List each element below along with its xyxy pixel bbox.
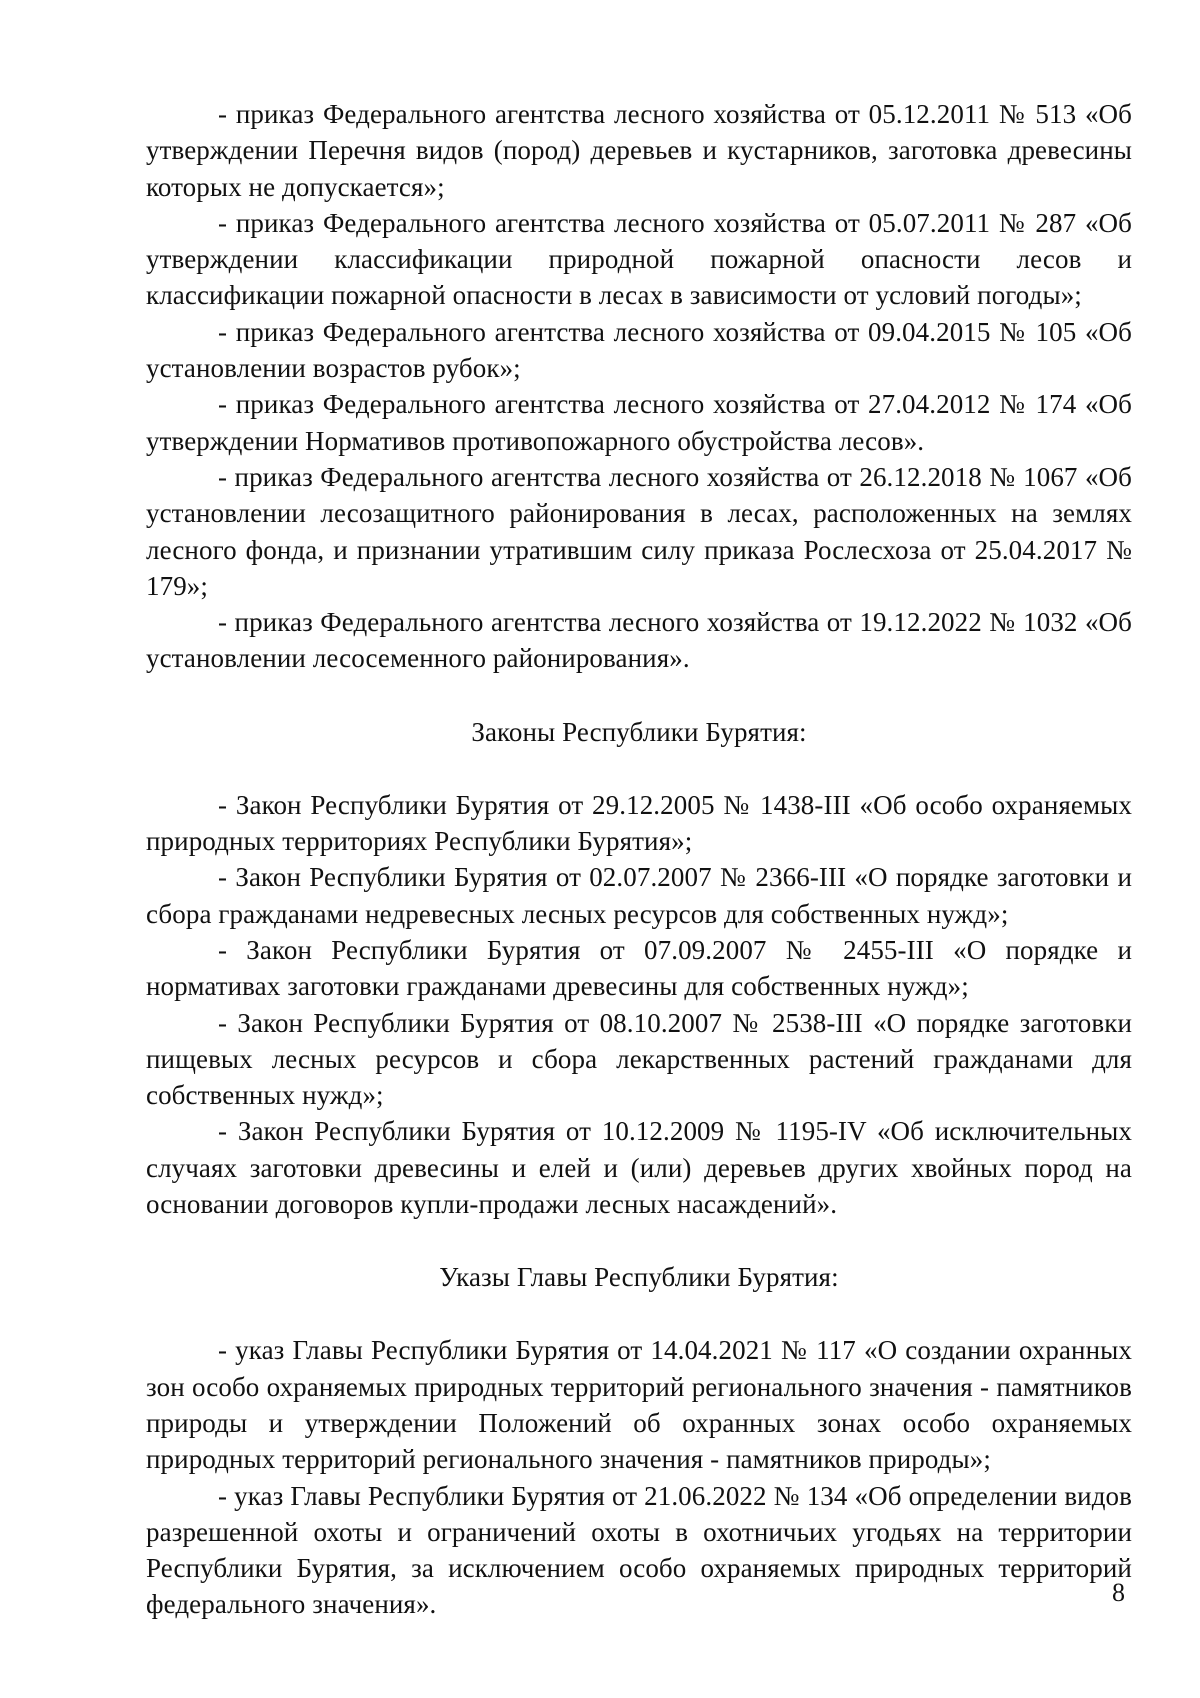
order-paragraph: - приказ Федерального агентства лесного хозяйства от 26.12.2018 № 1067 «Об установлении лесозащитного районирования в лесах, расположенных на землях лесного фонда, и признании утратившим силу приказа Рослесхоза от 25.04.2017 № 179»; <box>146 461 1132 601</box>
law-paragraph: - Закон Республики Бурятия от 02.07.2007 № 2366-III «О порядке заготовки и сбора гражданами недревесных лесных ресурсов для собственных нужд»; <box>146 862 1132 929</box>
order-paragraph: - приказ Федерального агентства лесного хозяйства от 27.04.2012 № 174 «Об утверждении Нормативов противопожарного обустройства лесов». <box>146 389 1132 456</box>
decree-paragraph: - указ Главы Республики Бурятия от 21.06.2022 № 134 «Об определении видов разрешенной охоты и ограничений охоты в охотничьих угодьях на территории Республики Бурятия, за исключением особо охраняемых природных территорий федерального значения». <box>146 1480 1132 1620</box>
document-page <box>146 96 1132 1623</box>
order-paragraph: - приказ Федерального агентства лесного хозяйства от 05.07.2011 № 287 «Об утверждении классификации природной пожарной опасности лесов и классификации пожарной опасности в лесах в зависимости от условий погоды»; <box>146 207 1132 311</box>
law-paragraph: - Закон Республики Бурятия от 29.12.2005 № 1438-III «Об особо охраняемых природных территориях Республики Бурятия»; <box>146 789 1132 857</box>
law-paragraph: - Закон Республики Бурятия от 10.12.2009 № 1195-IV «Об исключительных случаях заготовки древесины и елей и (или) деревьев других хвойных пород на основании договоров купли-продажи лесных насаждений». <box>146 1116 1132 1220</box>
decrees-heading: Указы Главы Республики Бурятия: <box>439 1262 839 1293</box>
laws-heading: Законы Республики Бурятия: <box>471 716 807 747</box>
law-paragraph: - Закон Республики Бурятия от 07.09.2007 № 2455-III «О порядке и нормативах заготовки гражданами древесины для собственных нужд»; <box>146 934 1132 1002</box>
law-paragraph: - Закон Республики Бурятия от 08.10.2007 № 2538-III «О порядке заготовки пищевых лесных ресурсов и сбора лекарственных растений гражданами для собственных нужд»; <box>146 1007 1132 1111</box>
decree-paragraph: - указ Главы Республики Бурятия от 14.04.2021 № 117 «О создании охранных зон особо охраняемых природных территорий регионального значения - памятников природы и утверждении Положений об охранных зонах особо охраняемых природных территорий регионального значения - памятников природы»; <box>146 1335 1132 1475</box>
order-paragraph: - приказ Федерального агентства лесного хозяйства от 09.04.2015 № 105 «Об установлении возрастов рубок»; <box>146 316 1132 384</box>
order-paragraph: - приказ Федерального агентства лесного хозяйства от 19.12.2022 № 1032 «Об установлении лесосеменного районирования». <box>146 607 1132 674</box>
page-number: 8 <box>1112 1578 1125 1607</box>
order-paragraph: - приказ Федерального агентства лесного хозяйства от 05.12.2011 № 513 «Об утверждении Перечня видов (пород) деревьев и кустарников, заготовка древесины которых не допускается»; <box>146 99 1132 202</box>
